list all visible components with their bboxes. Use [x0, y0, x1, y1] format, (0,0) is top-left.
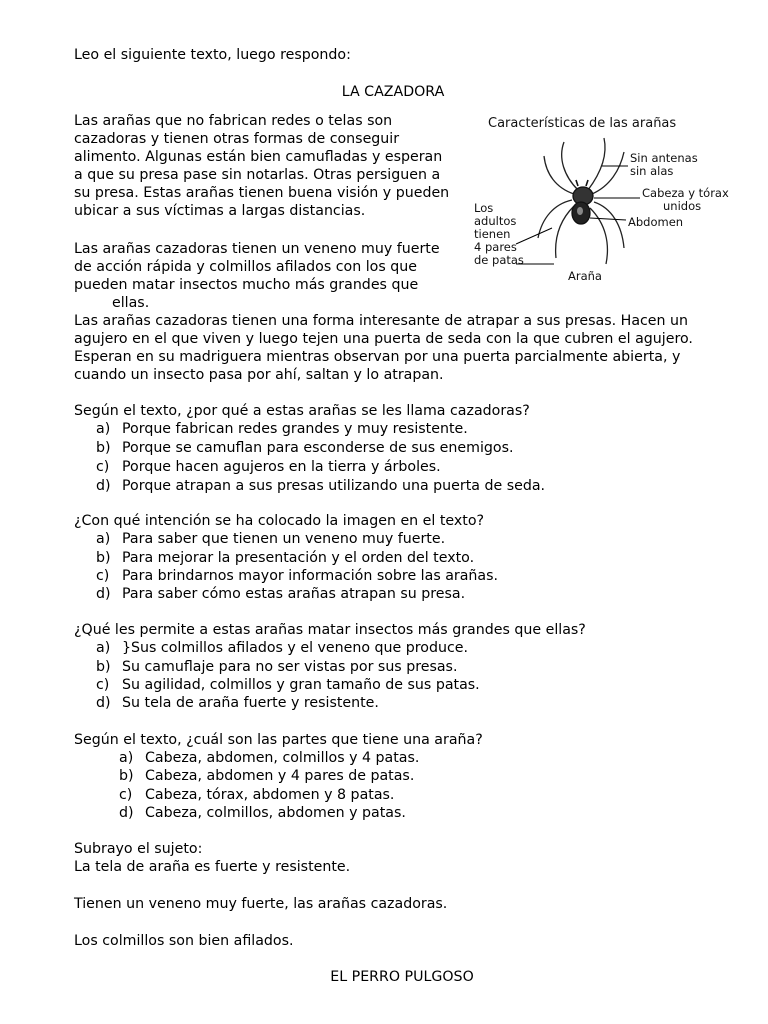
- question-text: ¿Qué les permite a estas arañas matar insectos más grandes que ellas?: [74, 622, 586, 638]
- paragraph-line: cuando un insecto pasa por ahí, saltan y lo atrapan.: [74, 367, 444, 383]
- answer-option: [119, 804, 406, 822]
- option-letter: d): [119, 805, 134, 821]
- label-antennae: Sin antenas: [630, 151, 698, 165]
- option-text: Cabeza, abdomen y 4 pares de patas.: [145, 768, 415, 784]
- option-letter: b): [119, 768, 134, 784]
- answer-option: [96, 477, 545, 495]
- answer-option: [96, 439, 513, 457]
- option-letter: d): [96, 478, 111, 494]
- option-text: Para mejorar la presentación y el orden del texto.: [122, 550, 475, 566]
- paragraph-line: a que su presa pase sin notarlas. Otras persiguen a: [74, 167, 441, 183]
- option-letter: c): [96, 459, 110, 475]
- label-head-thorax: Cabeza y tórax: [642, 186, 729, 200]
- answer-option: [96, 530, 445, 548]
- answer-option: [96, 658, 457, 676]
- paragraph-line: ubicar a sus víctimas a largas distancias.: [74, 203, 366, 219]
- option-text: Su agilidad, colmillos y gran tamaño de sus patas.: [122, 677, 480, 693]
- option-text: Su tela de araña fuerte y resistente.: [122, 695, 379, 711]
- option-text: Para saber cómo estas arañas atrapan su presa.: [122, 586, 466, 602]
- exercise-sentence: Los colmillos son bien afilados.: [74, 933, 294, 949]
- option-letter: a): [96, 531, 111, 547]
- option-text: Porque fabrican redes grandes y muy resistente.: [122, 421, 468, 437]
- intro-instruction: Leo el siguiente texto, luego respondo:: [74, 47, 351, 63]
- option-text: Para saber que tienen un veneno muy fuerte.: [122, 531, 446, 547]
- paragraph-line: ellas.: [112, 295, 150, 311]
- answer-option: [96, 549, 474, 567]
- paragraph-line: agujero en el que viven y luego tejen una puerta de seda con la que cubren el agujero.: [74, 331, 693, 347]
- label-joined: unidos: [663, 199, 702, 213]
- spider-diagram: [460, 108, 760, 294]
- exercise-instruction: Subrayo el sujeto:: [74, 841, 203, 857]
- option-letter: b): [96, 659, 111, 675]
- paragraph-line: Esperan en su madriguera mientras observan por una puerta parcialmente abierta, y: [74, 349, 681, 365]
- option-letter: c): [96, 568, 110, 584]
- paragraph-line: alimento. Algunas están bien camufladas y esperan: [74, 149, 443, 165]
- option-letter: d): [96, 695, 111, 711]
- question-text: Según el texto, ¿por qué a estas arañas se les llama cazadoras?: [74, 403, 530, 419]
- option-text: }Sus colmillos afilados y el veneno que produce.: [122, 640, 469, 656]
- paragraph-line: cazadoras y tienen otras formas de conseguir: [74, 131, 400, 147]
- option-text: Su camuflaje para no ser vistas por sus presas.: [122, 659, 458, 675]
- answer-option: [96, 420, 468, 438]
- question-text: Según el texto, ¿cuál son las partes que tiene una araña?: [74, 732, 483, 748]
- label-legs-line: adultos: [474, 214, 517, 228]
- story-title: LA CAZADORA: [341, 84, 445, 100]
- label-legs-line: 4 pares: [474, 240, 517, 254]
- label-abdomen: Abdomen: [628, 215, 684, 229]
- paragraph-line: su presa. Estas arañas tienen buena visión y pueden: [74, 185, 450, 201]
- option-text: Porque hacen agujeros en la tierra y árboles.: [122, 459, 441, 475]
- answer-option: [119, 767, 414, 785]
- question-text: ¿Con qué intención se ha colocado la imagen en el texto?: [74, 513, 485, 529]
- answer-option: [96, 585, 465, 603]
- spider-icon: [538, 138, 624, 264]
- exercise-sentence: Tienen un veneno muy fuerte, las arañas cazadoras.: [74, 896, 448, 912]
- option-text: Cabeza, abdomen, colmillos y 4 patas.: [145, 750, 420, 766]
- answer-option: [96, 639, 468, 657]
- option-text: Cabeza, tórax, abdomen y 8 patas.: [145, 787, 395, 803]
- option-letter: a): [96, 421, 111, 437]
- paragraph-line: Las arañas cazadoras tienen un veneno muy fuerte: [74, 241, 440, 257]
- option-text: Porque se camuflan para esconderse de sus enemigos.: [122, 440, 514, 456]
- paragraph-line: pueden matar insectos mucho más grandes que: [74, 277, 419, 293]
- answer-option: [119, 786, 394, 804]
- answer-option: [119, 749, 419, 767]
- answer-option: [96, 567, 498, 585]
- option-text: Cabeza, colmillos, abdomen y patas.: [145, 805, 406, 821]
- label-legs-line: de patas: [474, 253, 524, 267]
- figure-caption: Araña: [568, 269, 602, 283]
- label-legs-line: Los: [474, 201, 494, 215]
- option-letter: a): [96, 640, 111, 656]
- option-letter: b): [96, 440, 111, 456]
- answer-option: [96, 676, 480, 694]
- figure-title: Características de las arañas: [488, 116, 677, 131]
- option-letter: d): [96, 586, 111, 602]
- option-text: Porque atrapan a sus presas utilizando una puerta de seda.: [122, 478, 546, 494]
- paragraph-line: Las arañas que no fabrican redes o telas son: [74, 113, 393, 129]
- option-text: Para brindarnos mayor información sobre las arañas.: [122, 568, 499, 584]
- paragraph-line: de acción rápida y colmillos afilados con los que: [74, 259, 417, 275]
- option-letter: c): [119, 787, 133, 803]
- option-letter: a): [119, 750, 134, 766]
- option-letter: c): [96, 677, 110, 693]
- label-wings: sin alas: [630, 164, 674, 178]
- exercise-sentence: La tela de araña es fuerte y resistente.: [74, 859, 351, 875]
- paragraph-line: Las arañas cazadoras tienen una forma interesante de atrapar a sus presas. Hacen un: [74, 313, 689, 329]
- option-letter: b): [96, 550, 111, 566]
- label-legs-line: tienen: [474, 227, 511, 241]
- answer-option: [96, 694, 379, 712]
- answer-option: [96, 458, 441, 476]
- next-story-title: EL PERRO PULGOSO: [330, 969, 474, 985]
